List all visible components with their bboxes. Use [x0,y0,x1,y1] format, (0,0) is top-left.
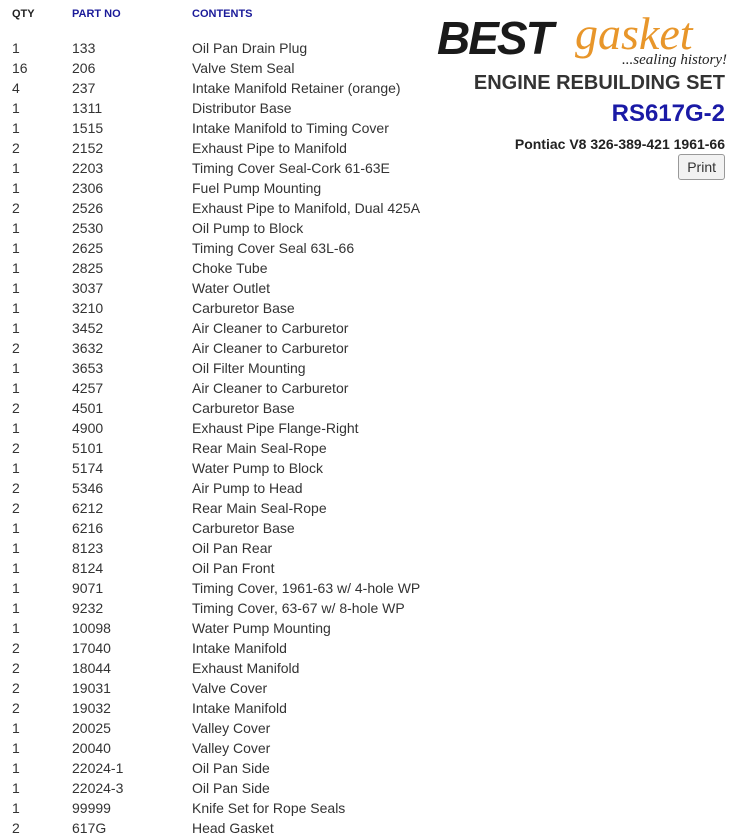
qty-cell: 2 [12,340,20,356]
part-no-cell: 3653 [72,360,104,376]
qty-cell: 1 [12,180,20,196]
contents-cell: Valve Cover [192,680,268,696]
table-row [0,298,440,318]
contents-cell: Water Pump Mounting [192,620,331,636]
part-no-cell: 206 [72,60,96,76]
part-no-cell: 133 [72,40,96,56]
set-title: ENGINE REBUILDING SET [473,72,725,94]
contents-cell: Exhaust Pipe Flange-Right [192,420,359,436]
table-row [0,698,440,718]
qty-cell: 1 [12,460,20,476]
part-no-cell: 3452 [72,320,104,336]
table-row [0,738,440,758]
table-row [0,338,440,358]
qty-cell: 2 [12,500,20,516]
part-no-cell: 2152 [72,140,104,156]
part-no-cell: 237 [72,80,96,96]
qty-cell: 1 [12,260,20,276]
part-no-cell: 2526 [72,200,104,216]
part-no-cell: 1311 [72,100,103,116]
table-row [0,818,440,838]
contents-cell: Rear Main Seal-Rope [192,440,327,456]
part-no-cell: 19032 [72,700,111,716]
table-row [0,238,440,258]
qty-cell: 1 [12,800,20,816]
table-row [0,118,440,138]
logo-best-text: BEST [437,12,552,64]
qty-cell: 1 [12,320,20,336]
set-subtitle: Pontiac V8 326-389-421 1961-66 [514,136,725,152]
table-row [0,498,440,518]
contents-cell: Intake Manifold to Timing Cover [192,120,389,136]
part-no-cell: 9232 [72,600,104,616]
part-no-cell: 2625 [72,240,104,256]
contents-cell: Oil Pan Side [192,780,270,796]
contents-cell: Carburetor Base [192,400,295,416]
table-row [0,598,440,618]
part-no-cell: 3037 [72,280,104,296]
table-row [0,158,440,178]
qty-cell: 2 [12,640,20,656]
table-row [0,618,440,638]
qty-cell: 1 [12,240,20,256]
contents-cell: Exhaust Pipe to Manifold [192,140,347,156]
brand-panel [431,0,731,200]
table-row [0,518,440,538]
part-no-cell: 2530 [72,220,104,236]
qty-cell: 1 [12,100,20,116]
part-no-cell: 617G [72,820,107,836]
part-no-cell: 19031 [72,680,111,696]
bestgasket-logo [437,10,727,70]
part-no-cell: 5174 [72,460,104,476]
table-row [0,678,440,698]
part-no-cell: 2306 [72,180,104,196]
contents-cell: Timing Cover Seal-Cork 61-63E [192,160,390,176]
contents-cell: Air Cleaner to Carburetor [192,320,349,336]
qty-cell: 1 [12,360,20,376]
contents-cell: Carburetor Base [192,520,295,536]
table-row [0,318,440,338]
table-body [0,38,440,838]
contents-cell: Air Cleaner to Carburetor [192,380,349,396]
qty-cell: 1 [12,420,20,436]
qty-cell: 1 [12,560,20,576]
table-row [0,178,440,198]
part-no-cell: 5346 [72,480,104,496]
table-row [0,658,440,678]
contents-cell: Rear Main Seal-Rope [192,500,327,516]
table-row [0,558,440,578]
table-row [0,378,440,398]
part-no-cell: 99999 [72,800,111,816]
qty-cell: 4 [12,80,20,96]
qty-cell: 1 [12,780,20,796]
qty-cell: 1 [12,520,20,536]
contents-cell: Valley Cover [192,720,271,736]
contents-cell: Valve Stem Seal [192,60,295,76]
contents-cell: Intake Manifold [192,700,287,716]
part-no-cell: 5101 [72,440,104,456]
table-row [0,578,440,598]
contents-cell: Knife Set for Rope Seals [192,800,346,816]
table-row [0,538,440,558]
qty-cell: 2 [12,680,20,696]
qty-cell: 1 [12,600,20,616]
part-no-cell: 2203 [72,160,104,176]
contents-cell: Intake Manifold Retainer (orange) [192,80,401,96]
qty-cell: 1 [12,380,20,396]
part-no-cell: 18044 [72,660,111,676]
contents-cell: Air Pump to Head [192,480,303,496]
print-button[interactable]: Print [678,154,725,180]
column-header-contents: CONTENTS [192,8,253,20]
qty-cell: 2 [12,820,20,836]
table-row [0,458,440,478]
table-row [0,278,440,298]
table-row [0,758,440,778]
contents-cell: Oil Pan Side [192,760,270,776]
part-no-cell: 8123 [72,540,104,556]
part-no-cell: 3210 [72,300,104,316]
table-row [0,718,440,738]
qty-cell: 16 [12,60,28,76]
table-row [0,478,440,498]
contents-cell: Valley Cover [192,740,271,756]
contents-cell: Exhaust Pipe to Manifold, Dual 425A [192,200,421,216]
contents-cell: Head Gasket [192,820,274,836]
qty-cell: 2 [12,660,20,676]
part-no-cell: 20040 [72,740,111,756]
qty-cell: 2 [12,200,20,216]
table-row [0,58,440,78]
part-no-cell: 9071 [72,580,104,596]
contents-cell: Oil Pan Front [192,560,275,576]
table-row [0,38,440,58]
contents-cell: Oil Filter Mounting [192,360,306,376]
qty-cell: 1 [12,740,20,756]
qty-cell: 1 [12,300,20,316]
contents-cell: Fuel Pump Mounting [192,180,322,196]
part-no-cell: 8124 [72,560,104,576]
part-no-cell: 4257 [72,380,104,396]
contents-cell: Air Cleaner to Carburetor [192,340,349,356]
contents-cell: Oil Pan Drain Plug [192,40,308,56]
part-no-cell: 6212 [72,500,104,516]
part-no-cell: 20025 [72,720,111,736]
table-row [0,218,440,238]
logo-gasket-text: gasket [575,8,693,59]
contents-cell: Water Outlet [192,280,271,296]
qty-cell: 2 [12,700,20,716]
contents-cell: Water Pump to Block [192,460,323,476]
contents-cell: Oil Pan Rear [192,540,273,556]
column-header-part-no: PART NO [72,8,121,20]
contents-cell: Carburetor Base [192,300,295,316]
qty-cell: 2 [12,140,20,156]
qty-cell: 1 [12,120,20,136]
qty-cell: 1 [12,620,20,636]
qty-cell: 1 [12,760,20,776]
part-no-cell: 2825 [72,260,104,276]
qty-cell: 1 [12,720,20,736]
contents-cell: Oil Pump to Block [192,220,304,236]
qty-cell: 1 [12,160,20,176]
table-row [0,638,440,658]
part-no-cell: 4501 [72,400,104,416]
qty-cell: 1 [12,280,20,296]
table-row [0,98,440,118]
part-no-cell: 10098 [72,620,111,636]
table-row [0,138,440,158]
table-row [0,778,440,798]
column-header-qty: QTY [12,8,35,20]
table-row [0,198,440,218]
qty-cell: 1 [12,580,20,596]
part-no-cell: 22024-3 [72,780,124,796]
qty-cell: 1 [12,540,20,556]
part-no-cell: 3632 [72,340,104,356]
table-row [0,798,440,818]
contents-cell: Intake Manifold [192,640,287,656]
table-row [0,258,440,278]
part-no-cell: 1515 [72,120,104,136]
set-code: RS617G-2 [611,100,725,127]
contents-cell: Timing Cover, 1961-63 w/ 4-hole WP [192,580,421,596]
table-row [0,78,440,98]
qty-cell: 2 [12,480,20,496]
table-row [0,358,440,378]
table-row [0,418,440,438]
table-row [0,438,440,458]
contents-cell: Choke Tube [192,260,268,276]
qty-cell: 2 [12,440,20,456]
contents-cell: Timing Cover, 63-67 w/ 8-hole WP [192,600,405,616]
qty-cell: 2 [12,400,20,416]
part-no-cell: 17040 [72,640,111,656]
part-no-cell: 22024-1 [72,760,124,776]
qty-cell: 1 [12,40,20,56]
logo-tagline: ...sealing history! [622,52,727,68]
contents-cell: Exhaust Manifold [192,660,300,676]
qty-cell: 1 [12,220,20,236]
part-no-cell: 4900 [72,420,104,436]
contents-cell: Distributor Base [192,100,292,116]
table-row [0,398,440,418]
contents-cell: Timing Cover Seal 63L-66 [192,240,355,256]
part-no-cell: 6216 [72,520,104,536]
